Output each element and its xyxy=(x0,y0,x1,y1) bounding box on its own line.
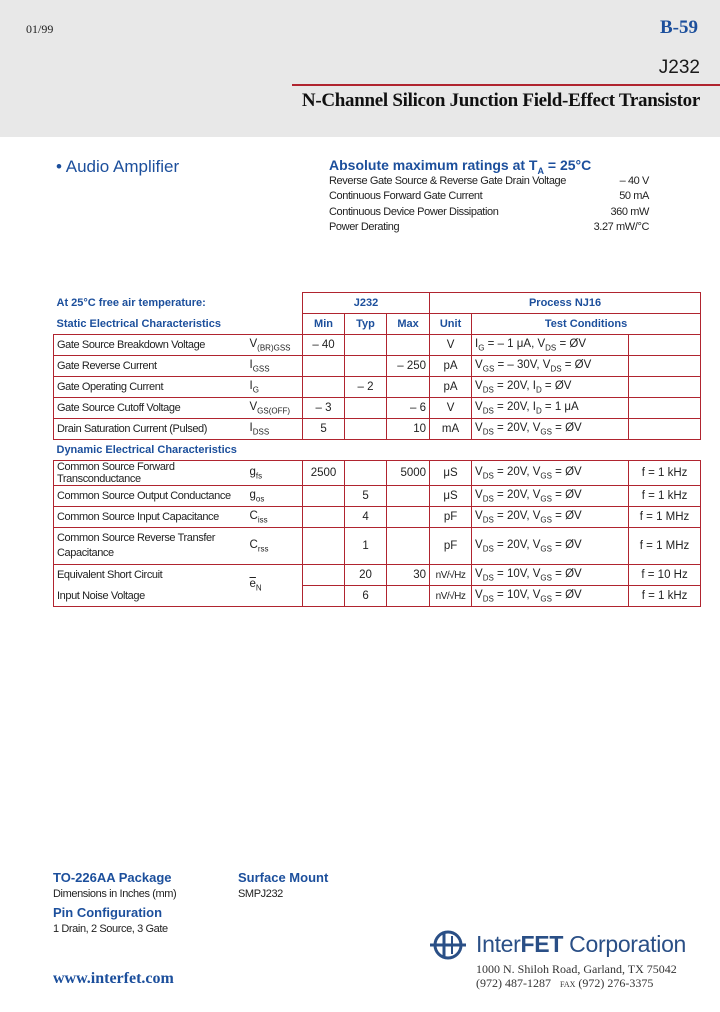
min-value xyxy=(303,565,345,586)
freq-value: f = 10 Hz xyxy=(629,565,701,586)
cond-sub: GS xyxy=(540,594,552,604)
cond-part: = ØV xyxy=(551,567,582,580)
max-value: 5000 xyxy=(387,461,430,486)
freq-value: f = 1 kHz xyxy=(629,461,701,486)
cond-part: V xyxy=(475,421,483,434)
symbol-sub: GS(OFF) xyxy=(257,406,291,416)
min-value: – 3 xyxy=(303,398,345,419)
row-symbol xyxy=(247,486,303,507)
temp-label: At 25°C free air temperature: xyxy=(56,297,206,309)
cond-sub: DS xyxy=(545,343,557,353)
abs-max-row xyxy=(329,221,649,233)
cond-part: V xyxy=(475,567,483,580)
row-symbol xyxy=(247,377,303,398)
cond-sub: DS xyxy=(482,427,494,437)
cond-sub: DS xyxy=(482,515,494,525)
static-section-label: Static Electrical Characteristics xyxy=(56,317,221,330)
table-row xyxy=(54,398,701,419)
symbol: I xyxy=(249,358,253,371)
min-value: 2500 xyxy=(303,461,345,486)
abs-max-value: – 40 V xyxy=(619,175,649,187)
test-condition xyxy=(472,528,629,565)
spec-table xyxy=(53,292,701,607)
abs-max-row xyxy=(329,190,649,202)
feature-bullet: • Audio Amplifier xyxy=(56,157,180,176)
unit-value: pF xyxy=(430,528,472,565)
cond-part: = 1 μA xyxy=(541,400,579,413)
row-symbol xyxy=(247,335,303,356)
max-value: – 6 xyxy=(387,398,430,419)
abs-max-label: Reverse Gate Source & Reverse Gate Drain Voltage xyxy=(329,175,566,187)
test-condition xyxy=(472,398,629,419)
test-condition xyxy=(472,356,629,377)
unit-value: pA xyxy=(430,356,472,377)
min-value xyxy=(303,528,345,565)
typ-value: 6 xyxy=(345,586,387,607)
min-value xyxy=(303,377,345,398)
cond-sub: DS xyxy=(482,406,494,416)
test-condition xyxy=(472,377,629,398)
table-row xyxy=(54,528,701,565)
max-value xyxy=(387,586,430,607)
freq-value: f = 1 kHz xyxy=(629,486,701,507)
symbol: g xyxy=(249,465,256,478)
typ-value xyxy=(345,461,387,486)
cond-part: = ØV xyxy=(551,488,582,501)
cond-sub: DS xyxy=(482,573,494,583)
min-value xyxy=(303,356,345,377)
package-title: TO-226AA Package xyxy=(53,870,172,885)
cond-sub: G xyxy=(478,343,485,353)
abs-max-value: 3.27 mW/°C xyxy=(593,221,649,233)
freq-cell xyxy=(629,356,701,377)
abs-max-row xyxy=(329,175,649,187)
row-label: Drain Saturation Current (Pulsed) xyxy=(54,419,247,440)
max-value xyxy=(387,528,430,565)
table-row xyxy=(54,419,701,440)
cond-sub: D xyxy=(535,385,542,395)
cond-part: = 20V, V xyxy=(493,488,541,501)
symbol: V xyxy=(249,400,258,413)
cond-part: = ØV xyxy=(551,538,582,551)
process-header: Process NJ16 xyxy=(430,293,701,314)
test-condition xyxy=(472,507,629,528)
cond-part: = ØV xyxy=(551,588,582,601)
cond-part: = 20V, V xyxy=(493,465,541,478)
col-max: Max xyxy=(387,314,430,335)
abs-max-value: 50 mA xyxy=(619,190,649,202)
cond-sub: GS xyxy=(540,544,552,554)
unit-value: nV/√Hz xyxy=(430,586,472,607)
table-header-row xyxy=(54,314,701,335)
max-value: 10 xyxy=(387,419,430,440)
cond-part: = ØV xyxy=(551,465,582,478)
symbol: C xyxy=(249,509,258,522)
cond-part: = ØV xyxy=(561,358,592,371)
row-label: Common Source Reverse Transfer Capacitance xyxy=(54,528,247,565)
company-logo-text xyxy=(476,931,686,958)
min-value: 5 xyxy=(303,419,345,440)
freq-cell xyxy=(629,377,701,398)
abs-max-label: Power Derating xyxy=(329,221,400,233)
header-rule xyxy=(292,84,720,86)
part-header: J232 xyxy=(303,293,430,314)
cond-part: = 20V, V xyxy=(493,421,541,434)
cond-part: V xyxy=(475,538,483,551)
row-label: Input Noise Voltage xyxy=(54,586,247,607)
min-value xyxy=(303,507,345,528)
row-label: Common Source Forward Transconductance xyxy=(54,461,247,486)
cond-sub: GS xyxy=(540,494,552,504)
cond-part: V xyxy=(475,488,483,501)
typ-value xyxy=(345,419,387,440)
max-value xyxy=(387,377,430,398)
table-row xyxy=(54,565,701,586)
surface-mount-desc: SMPJ232 xyxy=(238,888,283,900)
symbol: $\overline{e}$ xyxy=(249,578,256,591)
row-label: Gate Source Breakdown Voltage xyxy=(54,335,247,356)
part-number: J232 xyxy=(658,57,700,78)
cond-sub: DS xyxy=(550,364,562,374)
typ-value: 5 xyxy=(345,486,387,507)
table-row xyxy=(54,507,701,528)
table-row xyxy=(54,486,701,507)
unit-value: μS xyxy=(430,461,472,486)
col-unit: Unit xyxy=(430,314,472,335)
abs-max-title-sub: A xyxy=(537,165,544,176)
min-value: – 40 xyxy=(303,335,345,356)
symbol: I xyxy=(249,421,253,434)
table-row xyxy=(54,377,701,398)
cond-part: = ØV xyxy=(541,379,572,392)
interfet-logo-icon xyxy=(430,928,466,962)
freq-cell xyxy=(629,419,701,440)
logo-text-part: Corporation xyxy=(563,931,687,957)
cond-part: I xyxy=(475,337,479,350)
min-value xyxy=(303,586,345,607)
symbol: V xyxy=(249,337,258,350)
logo-text-part: Inter xyxy=(476,931,521,957)
page-title: N-Channel Silicon Junction Field-Effect Transistor xyxy=(301,90,700,111)
max-value xyxy=(387,507,430,528)
typ-value: 1 xyxy=(345,528,387,565)
cond-sub: DS xyxy=(482,471,494,481)
logo-text-bold: FET xyxy=(520,931,564,957)
col-test: Test Conditions xyxy=(472,314,701,335)
table-row xyxy=(54,335,701,356)
unit-value: μS xyxy=(430,486,472,507)
max-value xyxy=(387,335,430,356)
cond-sub: DS xyxy=(482,544,494,554)
max-value: 30 xyxy=(387,565,430,586)
cond-sub: DS xyxy=(482,385,494,395)
cond-part: = – 30V, V xyxy=(494,358,551,371)
cond-part: = – 1 μA, V xyxy=(484,337,546,350)
company-phone xyxy=(476,976,653,991)
phone-number: (972) 487-1287 xyxy=(476,976,551,990)
test-condition xyxy=(472,486,629,507)
cond-sub: DS xyxy=(482,594,494,604)
unit-value: pF xyxy=(430,507,472,528)
col-min: Min xyxy=(303,314,345,335)
row-label: Equivalent Short Circuit xyxy=(54,565,247,586)
unit-value: V xyxy=(430,335,472,356)
row-symbol xyxy=(247,419,303,440)
pin-config-desc: 1 Drain, 2 Source, 3 Gate xyxy=(53,923,168,935)
abs-max-title xyxy=(329,157,591,176)
test-condition xyxy=(472,419,629,440)
symbol-sub: os xyxy=(255,494,265,504)
header-band xyxy=(0,0,720,137)
symbol-sub: fs xyxy=(255,471,263,481)
max-value xyxy=(387,486,430,507)
row-label: Gate Reverse Current xyxy=(54,356,247,377)
freq-value: f = 1 MHz xyxy=(629,507,701,528)
abs-max-row xyxy=(329,206,649,218)
typ-value: 20 xyxy=(345,565,387,586)
abs-max-label: Continuous Forward Gate Current xyxy=(329,190,483,202)
typ-value xyxy=(345,356,387,377)
row-label: Common Source Input Capacitance xyxy=(54,507,247,528)
symbol: C xyxy=(249,538,258,551)
cond-part: = ØV xyxy=(551,509,582,522)
cond-part: V xyxy=(475,379,483,392)
freq-cell xyxy=(629,335,701,356)
cond-part: = 10V, V xyxy=(493,567,541,580)
abs-max-title-text: Absolute maximum ratings at T xyxy=(329,157,538,173)
cond-part: V xyxy=(475,509,483,522)
table-header-row xyxy=(54,293,701,314)
abs-max-title-suffix: = 25°C xyxy=(543,157,592,173)
typ-value: 4 xyxy=(345,507,387,528)
typ-value xyxy=(345,398,387,419)
cond-sub: GS xyxy=(540,573,552,583)
cond-part: = 20V, I xyxy=(493,400,536,413)
unit-value: pA xyxy=(430,377,472,398)
row-label: Gate Source Cutoff Voltage xyxy=(54,398,247,419)
cond-sub: GS xyxy=(540,471,552,481)
row-symbol xyxy=(247,507,303,528)
row-symbol xyxy=(247,398,303,419)
package-desc: Dimensions in Inches (mm) xyxy=(53,888,177,900)
test-condition xyxy=(472,586,629,607)
typ-value: – 2 xyxy=(345,377,387,398)
symbol-sub: N xyxy=(255,583,262,593)
pin-config-title: Pin Configuration xyxy=(53,905,163,920)
symbol-sub: GSS xyxy=(252,364,270,374)
table-row xyxy=(54,461,701,486)
freq-value: f = 1 MHz xyxy=(629,528,701,565)
date: 01/99 xyxy=(26,22,54,36)
row-symbol xyxy=(247,356,303,377)
table-row xyxy=(54,356,701,377)
cond-part: = 20V, I xyxy=(493,379,536,392)
row-symbol xyxy=(247,461,303,486)
symbol-sub: rss xyxy=(257,544,269,554)
test-condition xyxy=(472,461,629,486)
company-address: 1000 N. Shiloh Road, Garland, TX 75042 xyxy=(476,962,677,976)
cond-sub: GS xyxy=(482,364,495,374)
freq-cell xyxy=(629,398,701,419)
unit-value: mA xyxy=(430,419,472,440)
min-value xyxy=(303,486,345,507)
row-symbol xyxy=(247,528,303,565)
table-row xyxy=(54,586,701,607)
symbol-sub: G xyxy=(252,385,259,395)
surface-mount-title: Surface Mount xyxy=(238,870,329,885)
cond-part: V xyxy=(475,358,483,371)
fax-label: FAX xyxy=(560,980,576,989)
unit-value: nV/√Hz xyxy=(430,565,472,586)
symbol-sub: (BR)GSS xyxy=(257,343,291,353)
unit-value: V xyxy=(430,398,472,419)
abs-max-value: 360 mW xyxy=(610,206,649,218)
test-condition xyxy=(472,565,629,586)
cond-part: V xyxy=(475,588,483,601)
cond-part: = ØV xyxy=(556,337,586,350)
row-symbol xyxy=(247,565,303,607)
row-label: Gate Operating Current xyxy=(54,377,247,398)
cond-part: V xyxy=(475,400,483,413)
cond-part: = 20V, V xyxy=(493,538,541,551)
page-number: B-59 xyxy=(660,17,698,38)
symbol: I xyxy=(249,379,253,392)
col-typ: Typ xyxy=(345,314,387,335)
fax-number: (972) 276-3375 xyxy=(578,976,654,990)
cond-part: = 10V, V xyxy=(493,588,541,601)
cond-sub: GS xyxy=(540,427,552,437)
cond-sub: D xyxy=(535,406,542,416)
cond-part: = 20V, V xyxy=(493,509,541,522)
row-label: Common Source Output Conductance xyxy=(54,486,247,507)
website-link[interactable]: www.interfet.com xyxy=(53,970,174,987)
cond-part: = ØV xyxy=(551,421,582,434)
abs-max-label: Continuous Device Power Dissipation xyxy=(329,206,499,218)
cond-part: V xyxy=(475,465,483,478)
dynamic-section-label: Dynamic Electrical Characteristics xyxy=(56,444,237,456)
test-condition xyxy=(472,335,629,356)
symbol: g xyxy=(249,488,256,501)
symbol-sub: DSS xyxy=(252,427,270,437)
cond-sub: GS xyxy=(540,515,552,525)
typ-value xyxy=(345,335,387,356)
cond-sub: DS xyxy=(482,494,494,504)
freq-value: f = 1 kHz xyxy=(629,586,701,607)
max-value: – 250 xyxy=(387,356,430,377)
section-row xyxy=(54,440,701,461)
symbol-sub: iss xyxy=(257,515,268,525)
